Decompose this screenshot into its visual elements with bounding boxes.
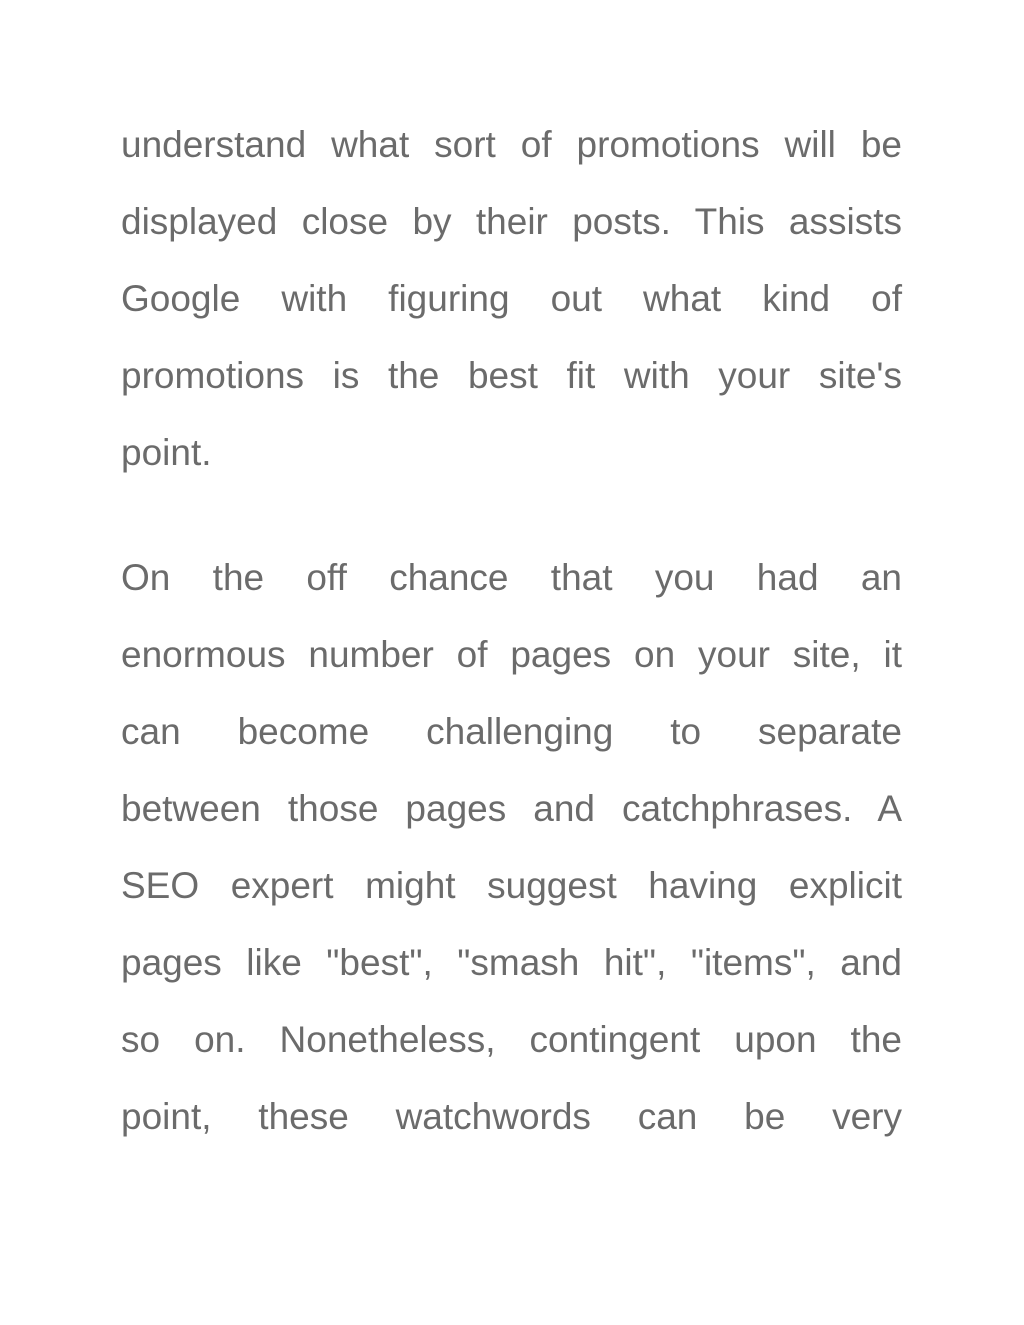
paragraph-line: SEO expert might suggest having explicit (121, 865, 902, 906)
paragraph-line: so on. Nonetheless, contingent upon the (121, 1019, 902, 1060)
paragraph-line: On the off chance that you had an (121, 557, 902, 598)
paragraph-2 (121, 539, 902, 1155)
paragraph-line: point, these watchwords can be very (121, 1096, 902, 1137)
paragraph-line: can become challenging to separate (121, 711, 902, 752)
paragraph-line: between those pages and catchphrases. A (121, 788, 902, 829)
paragraph-line: enormous number of pages on your site, it (121, 634, 902, 675)
paragraph-1 (121, 106, 902, 491)
paragraph-line: point. (121, 432, 212, 473)
paragraph-line: promotions is the best fit with your site's (121, 355, 902, 396)
paragraph-line: displayed close by their posts. This assists (121, 201, 902, 242)
paragraph-line: understand what sort of promotions will be (121, 124, 902, 165)
paragraph-line: Google with figuring out what kind of (121, 278, 902, 319)
paragraph-line: pages like "best", "smash hit", "items", and (121, 942, 902, 983)
